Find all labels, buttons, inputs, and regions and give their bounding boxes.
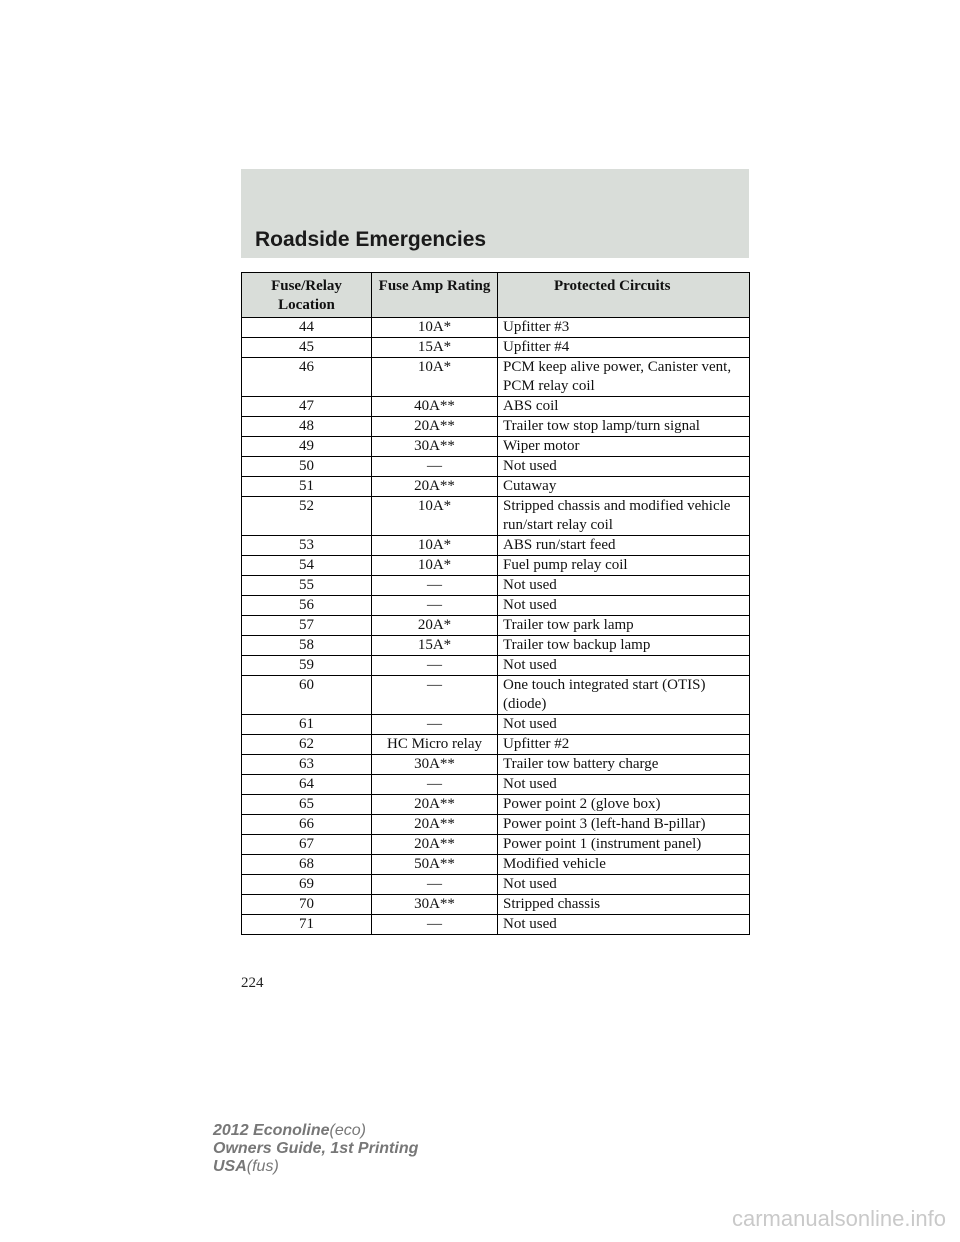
cell-rating: 10A* [372,497,498,536]
cell-circuit: Power point 1 (instrument panel) [498,835,750,855]
cell-rating: 20A** [372,477,498,497]
table-row [242,318,750,338]
cell-rating: 10A* [372,556,498,576]
cell-circuit: Not used [498,596,750,616]
cell-circuit: Trailer tow stop lamp/turn signal [498,417,750,437]
table-row [242,795,750,815]
cell-circuit: Trailer tow battery charge [498,755,750,775]
cell-location: 45 [242,338,372,358]
cell-circuit: Stripped chassis and modified vehicle run/start relay coil [498,497,750,536]
table-row [242,835,750,855]
footer-model-code: (eco) [329,1122,366,1139]
cell-location: 62 [242,735,372,755]
cell-rating: — [372,875,498,895]
table-row [242,437,750,457]
table-row [242,596,750,616]
table-row [242,895,750,915]
cell-circuit: Stripped chassis [498,895,750,915]
cell-rating: — [372,576,498,596]
table-row [242,457,750,477]
cell-location: 47 [242,397,372,417]
cell-rating: 20A** [372,815,498,835]
table-row [242,815,750,835]
table-row [242,656,750,676]
cell-rating: 20A** [372,835,498,855]
cell-rating: — [372,915,498,935]
header-rating: Fuse Amp Rating [372,273,498,318]
cell-circuit: Not used [498,656,750,676]
table-row [242,477,750,497]
table-row [242,875,750,895]
cell-circuit: ABS coil [498,397,750,417]
table-row [242,397,750,417]
footer-model: 2012 Econoline [213,1122,330,1139]
cell-circuit: Not used [498,576,750,596]
cell-rating: 20A** [372,417,498,437]
footer-edition: Owners Guide, 1st Printing [213,1140,419,1157]
cell-rating: 40A** [372,397,498,417]
cell-circuit: Modified vehicle [498,855,750,875]
cell-location: 55 [242,576,372,596]
cell-rating: — [372,457,498,477]
cell-circuit: Power point 3 (left-hand B-pillar) [498,815,750,835]
cell-location: 61 [242,715,372,735]
cell-location: 65 [242,795,372,815]
table-row [242,576,750,596]
table-row [242,855,750,875]
cell-location: 57 [242,616,372,636]
cell-circuit: ABS run/start feed [498,536,750,556]
cell-circuit: Not used [498,457,750,477]
cell-circuit: Upfitter #3 [498,318,750,338]
cell-rating: 10A* [372,318,498,338]
section-title: Roadside Emergencies [255,228,487,251]
header-location: Fuse/Relay Location [242,273,372,318]
cell-location: 70 [242,895,372,915]
table-body [242,318,750,935]
cell-location: 59 [242,656,372,676]
cell-circuit: Wiper motor [498,437,750,457]
cell-rating: 10A* [372,536,498,556]
cell-circuit: PCM keep alive power, Canister vent, PCM relay coil [498,358,750,397]
table-row [242,676,750,715]
table-row [242,417,750,437]
table-row [242,616,750,636]
cell-circuit: Power point 2 (glove box) [498,795,750,815]
cell-location: 67 [242,835,372,855]
cell-rating: 15A* [372,338,498,358]
table-row [242,536,750,556]
table-row [242,755,750,775]
cell-location: 60 [242,676,372,715]
cell-rating: 30A** [372,755,498,775]
cell-location: 49 [242,437,372,457]
table-row [242,636,750,656]
cell-rating: 20A** [372,795,498,815]
cell-rating: 15A* [372,636,498,656]
cell-rating: 20A* [372,616,498,636]
cell-rating: — [372,656,498,676]
cell-rating: 30A** [372,895,498,915]
cell-location: 46 [242,358,372,397]
cell-location: 63 [242,755,372,775]
cell-rating: — [372,715,498,735]
cell-location: 53 [242,536,372,556]
cell-circuit: Upfitter #2 [498,735,750,755]
cell-circuit: Not used [498,715,750,735]
fuse-table [241,272,750,935]
table-row [242,358,750,397]
cell-location: 51 [242,477,372,497]
cell-circuit: Not used [498,875,750,895]
cell-circuit: Fuel pump relay coil [498,556,750,576]
cell-location: 48 [242,417,372,437]
cell-rating: — [372,775,498,795]
table-header-row [242,273,750,318]
cell-location: 56 [242,596,372,616]
cell-rating: 10A* [372,358,498,397]
footer [213,1122,418,1176]
cell-location: 66 [242,815,372,835]
cell-circuit: Not used [498,915,750,935]
footer-market-code: (fus) [246,1158,279,1175]
cell-circuit: Cutaway [498,477,750,497]
cell-location: 44 [242,318,372,338]
cell-rating: — [372,596,498,616]
table-row [242,338,750,358]
header-circuits: Protected Circuits [498,273,750,318]
table-row [242,775,750,795]
cell-rating: — [372,676,498,715]
cell-circuit: Trailer tow park lamp [498,616,750,636]
cell-circuit: Not used [498,775,750,795]
page-number: 224 [241,975,264,991]
cell-rating: 50A** [372,855,498,875]
table-row [242,715,750,735]
table-row [242,735,750,755]
cell-location: 64 [242,775,372,795]
cell-location: 54 [242,556,372,576]
table-row [242,497,750,536]
table-row [242,556,750,576]
cell-location: 50 [242,457,372,477]
footer-market: USA [213,1158,247,1175]
cell-circuit: Trailer tow backup lamp [498,636,750,656]
cell-location: 71 [242,915,372,935]
cell-circuit: One touch integrated start (OTIS) (diode) [498,676,750,715]
cell-location: 58 [242,636,372,656]
cell-location: 68 [242,855,372,875]
table-row [242,915,750,935]
cell-location: 52 [242,497,372,536]
cell-location: 69 [242,875,372,895]
watermark: carmanualsonline.info [731,1206,946,1231]
cell-circuit: Upfitter #4 [498,338,750,358]
cell-rating: HC Micro relay [372,735,498,755]
cell-rating: 30A** [372,437,498,457]
